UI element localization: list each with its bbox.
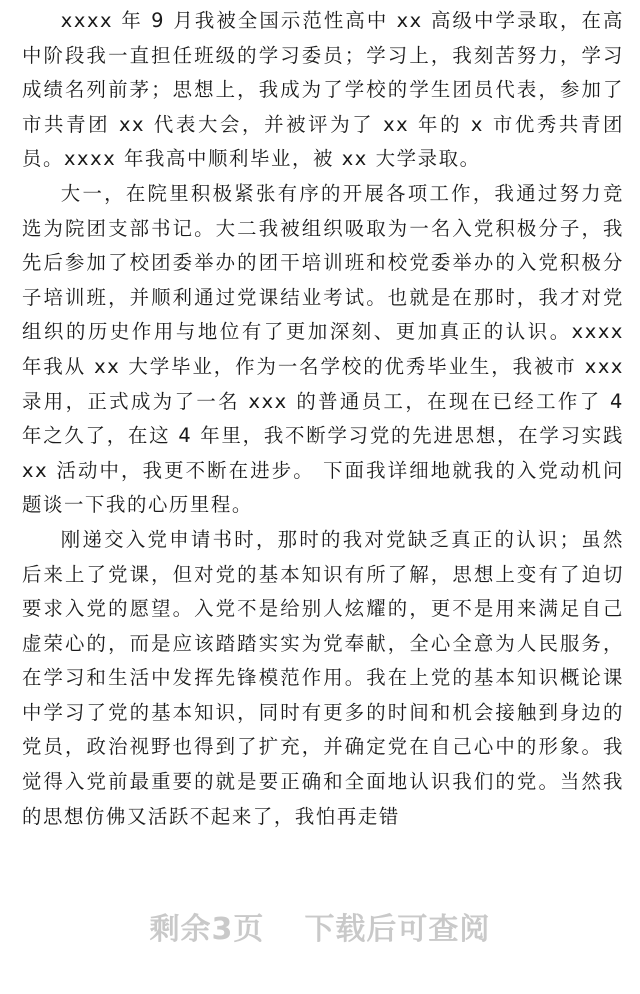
document-body: [22, 4, 624, 834]
remaining-pages-label: 剩余3页: [149, 912, 265, 947]
paragraph-university: 大一，在院里积极紧张有序的开展各项工作，我通过努力竞选为院团支部书记。大二我被组织吸取为一名入党积极分子，我先后参加了校团委举办的团干培训班和校党委举办的入党积极分子培训班，并顺利通过党课结业考试。也就是在那时，我才对党组织的历史作用与地位有了更加深刻、更加真正的认识。xxxx 年我从 xx 大学毕业，作为一名学校的优秀毕业生，我被市 xxx 录用，正式成为了一名 xxx 的普通员工，在现在已经工作了 4 年之久了，在这 4 年里，我不断学习党的先进思想，在学习实践 xx 活动中，我更不断在进步。 下面我详细地就我的入党动机问题谈一下我的心历里程。: [22, 181, 624, 517]
remaining-pages-banner: [0, 910, 640, 950]
paragraph-high-school: xxxx 年 9 月我被全国示范性高中 xx 高级中学录取，在高中阶段我一直担任班级的学习委员；学习上，我刻苦努力，学习成绩名列前茅；思想上，我成为了学校的学生团员代表，参加了市共青团 xx 代表大会，并被评为了 xx 年的 x 市优秀共青团员。xxxx 年我高中顺利毕业，被 xx 大学录取。: [22, 9, 624, 171]
paragraph-motivation: 刚递交入党申请书时，那时的我对党缺乏真正的认识；虽然后来上了党课，但对党的基本知识有所了解，思想上变有了迫切要求入党的愿望。入党不是给别人炫耀的，更不是用来满足自己虚荣心的，而是应该踏踏实实为党奉献，全心全意为人民服务，在学习和生活中发挥先锋模范作用。我在上党的基本知识概论课中学习了党的基本知识，同时有更多的时间和机会接触到身边的党员，政治视野也得到了扩充，并确定党在自己心中的形象。我觉得入党前最重要的就是要正确和全面地认识我们的党。当然我的思想仿佛又活跃不起来了，我怕再走错: [22, 527, 624, 828]
download-to-view-label: 下载后可查阅: [304, 912, 491, 947]
